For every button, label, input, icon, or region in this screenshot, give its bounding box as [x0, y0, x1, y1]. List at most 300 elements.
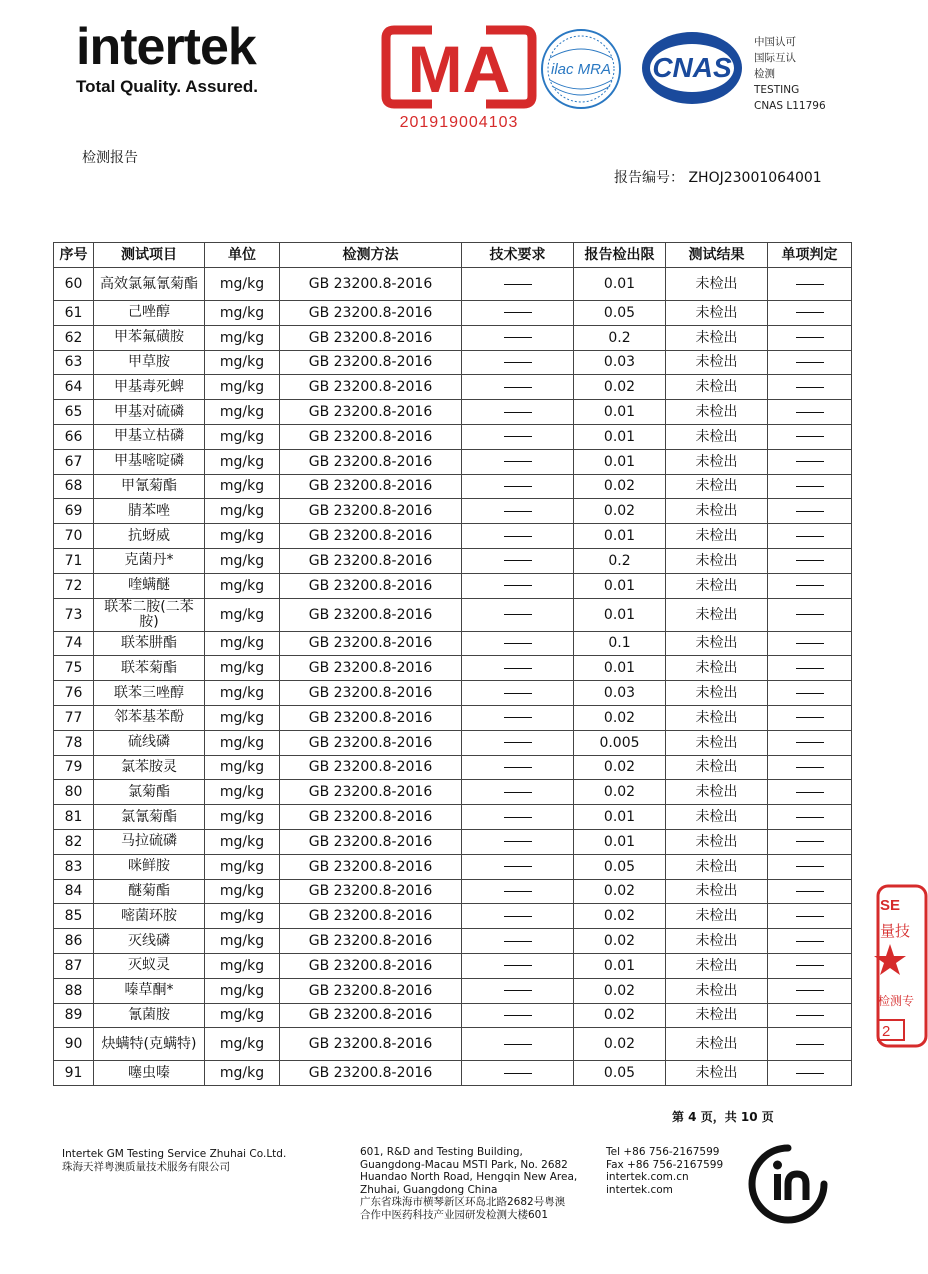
cell-requirement	[462, 1003, 574, 1028]
dash-mark	[796, 1015, 824, 1016]
cnas-logo	[640, 30, 744, 106]
cell-result: 未检出	[666, 780, 768, 805]
cell-result: 未检出	[666, 656, 768, 681]
cell-limit: 0.01	[574, 400, 666, 425]
dash-mark	[796, 941, 824, 942]
cell-method: GB 23200.8-2016	[280, 548, 462, 573]
cell-requirement	[462, 705, 574, 730]
cell-item: 邻苯基苯酚	[94, 705, 205, 730]
table-row	[54, 780, 852, 805]
cell-method: GB 23200.8-2016	[280, 681, 462, 706]
cell-unit: mg/kg	[205, 1061, 280, 1086]
cnas-text: CNAS	[652, 52, 732, 83]
dash-mark	[796, 866, 824, 867]
dash-mark	[504, 536, 532, 537]
cell-judgement	[768, 573, 852, 598]
cell-result: 未检出	[666, 978, 768, 1003]
cell-item: 喹螨醚	[94, 573, 205, 598]
cell-no: 83	[54, 854, 94, 879]
dash-mark	[504, 387, 532, 388]
cell-item: 联苯二胺(二苯胺)	[94, 598, 205, 631]
cell-item: 氯氰菊酯	[94, 805, 205, 830]
cell-requirement	[462, 780, 574, 805]
cell-requirement	[462, 1061, 574, 1086]
cell-result: 未检出	[666, 400, 768, 425]
svg-text:检测专: 检测专	[878, 994, 915, 1008]
cell-unit: mg/kg	[205, 325, 280, 350]
cell-no: 89	[54, 1003, 94, 1028]
table-row	[54, 424, 852, 449]
cell-result: 未检出	[666, 631, 768, 656]
report-number-value: ZHOJ23001064001	[688, 170, 822, 186]
cell-requirement	[462, 598, 574, 631]
cell-judgement	[768, 953, 852, 978]
cell-result: 未检出	[666, 325, 768, 350]
cell-unit: mg/kg	[205, 573, 280, 598]
cell-unit: mg/kg	[205, 449, 280, 474]
dash-mark	[504, 941, 532, 942]
cell-limit: 0.02	[574, 755, 666, 780]
cell-item: 联苯菊酯	[94, 656, 205, 681]
cell-no: 69	[54, 499, 94, 524]
cell-result: 未检出	[666, 573, 768, 598]
footer-address-line: 广东省珠海市横琴新区环岛北路2682号粤澳	[360, 1196, 566, 1208]
cell-limit: 0.02	[574, 1028, 666, 1061]
cell-method: GB 23200.8-2016	[280, 1028, 462, 1061]
cell-method: GB 23200.8-2016	[280, 424, 462, 449]
cell-method: GB 23200.8-2016	[280, 978, 462, 1003]
cell-result: 未检出	[666, 449, 768, 474]
dash-mark	[796, 792, 824, 793]
dash-mark	[504, 337, 532, 338]
cell-unit: mg/kg	[205, 598, 280, 631]
cell-no: 80	[54, 780, 94, 805]
table-header-row	[54, 243, 852, 268]
cell-judgement	[768, 929, 852, 954]
table-row	[54, 375, 852, 400]
cell-judgement	[768, 656, 852, 681]
cell-unit: mg/kg	[205, 755, 280, 780]
cma-number: 201919004103	[399, 114, 519, 131]
dash-mark	[504, 486, 532, 487]
cell-unit: mg/kg	[205, 829, 280, 854]
dash-mark	[504, 643, 532, 644]
footer-company-line: Intertek GM Testing Service Zhuhai Co.Ltd.	[62, 1148, 287, 1160]
cell-no: 65	[54, 400, 94, 425]
svg-text:SE: SE	[880, 897, 901, 914]
dash-mark	[796, 668, 824, 669]
cell-method: GB 23200.8-2016	[280, 325, 462, 350]
cnas-line: TESTING	[754, 84, 800, 96]
table-row	[54, 730, 852, 755]
table-row	[54, 631, 852, 656]
cell-unit: mg/kg	[205, 524, 280, 549]
cell-no: 61	[54, 301, 94, 326]
cell-requirement	[462, 524, 574, 549]
cell-judgement	[768, 1003, 852, 1028]
cnas-accreditation-text	[754, 34, 826, 114]
header-result: 测试结果	[666, 243, 768, 268]
cell-judgement	[768, 548, 852, 573]
cell-item: 甲基嘧啶磷	[94, 449, 205, 474]
cell-no: 84	[54, 879, 94, 904]
cell-unit: mg/kg	[205, 301, 280, 326]
cell-item: 硫线磷	[94, 730, 205, 755]
cell-requirement	[462, 755, 574, 780]
cell-item: 噻虫嗪	[94, 1061, 205, 1086]
cell-method: GB 23200.8-2016	[280, 953, 462, 978]
dash-mark	[796, 693, 824, 694]
cell-method: GB 23200.8-2016	[280, 400, 462, 425]
footer-address-line: Guangdong-Macau MSTI Park, No. 2682	[360, 1158, 568, 1171]
cell-limit: 0.1	[574, 631, 666, 656]
dash-mark	[504, 362, 532, 363]
cell-limit: 0.01	[574, 953, 666, 978]
footer-address-line: Zhuhai, Guangdong China	[360, 1183, 498, 1196]
table-row	[54, 755, 852, 780]
cell-no: 87	[54, 953, 94, 978]
cell-limit: 0.01	[574, 524, 666, 549]
dash-mark	[504, 284, 532, 285]
dash-mark	[504, 412, 532, 413]
cell-limit: 0.05	[574, 301, 666, 326]
cell-limit: 0.02	[574, 904, 666, 929]
cell-unit: mg/kg	[205, 929, 280, 954]
cell-limit: 0.01	[574, 573, 666, 598]
brand-wordmark: intertek	[76, 18, 256, 76]
cell-result: 未检出	[666, 854, 768, 879]
cell-requirement	[462, 904, 574, 929]
cell-requirement	[462, 805, 574, 830]
dash-mark	[504, 792, 532, 793]
cell-judgement	[768, 1028, 852, 1061]
cell-result: 未检出	[666, 1003, 768, 1028]
cell-result: 未检出	[666, 499, 768, 524]
cell-method: GB 23200.8-2016	[280, 805, 462, 830]
cell-no: 90	[54, 1028, 94, 1061]
footer-address-line: 601, R&D and Testing Building,	[360, 1146, 523, 1158]
cell-unit: mg/kg	[205, 474, 280, 499]
cell-no: 82	[54, 829, 94, 854]
dash-mark	[796, 585, 824, 586]
cell-limit: 0.01	[574, 656, 666, 681]
cell-item: 高效氯氟氰菊酯	[94, 268, 205, 301]
cell-item: 马拉硫磷	[94, 829, 205, 854]
cell-limit: 0.02	[574, 705, 666, 730]
cell-method: GB 23200.8-2016	[280, 755, 462, 780]
cell-requirement	[462, 375, 574, 400]
dash-mark	[504, 1073, 532, 1074]
cell-method: GB 23200.8-2016	[280, 350, 462, 375]
dash-mark	[796, 436, 824, 437]
cell-requirement	[462, 301, 574, 326]
header-no: 序号	[54, 243, 94, 268]
cell-judgement	[768, 499, 852, 524]
cell-judgement	[768, 325, 852, 350]
cell-requirement	[462, 978, 574, 1003]
cell-item: 甲基对硫磷	[94, 400, 205, 425]
document-title: 检测报告	[82, 150, 138, 166]
cma-logo	[384, 22, 534, 134]
cell-result: 未检出	[666, 375, 768, 400]
header-unit: 单位	[205, 243, 280, 268]
dash-mark	[504, 585, 532, 586]
cell-no: 70	[54, 524, 94, 549]
intertek-in-logo-icon	[748, 1144, 828, 1224]
cell-unit: mg/kg	[205, 953, 280, 978]
cell-unit: mg/kg	[205, 1003, 280, 1028]
cell-limit: 0.05	[574, 854, 666, 879]
dash-mark	[504, 742, 532, 743]
official-seal	[868, 880, 915, 1050]
cell-requirement	[462, 548, 574, 573]
cell-judgement	[768, 449, 852, 474]
footer-website-cn: intertek.com.cn	[606, 1171, 689, 1183]
intertek-logo	[76, 18, 316, 97]
cell-method: GB 23200.8-2016	[280, 449, 462, 474]
report-number	[614, 167, 822, 187]
cell-item: 抗蚜威	[94, 524, 205, 549]
cnas-line: 国际互认	[754, 52, 796, 64]
cell-result: 未检出	[666, 350, 768, 375]
cell-method: GB 23200.8-2016	[280, 730, 462, 755]
dash-mark	[796, 312, 824, 313]
cell-no: 64	[54, 375, 94, 400]
cell-requirement	[462, 631, 574, 656]
dash-mark	[796, 643, 824, 644]
table-row	[54, 854, 852, 879]
dash-mark	[796, 817, 824, 818]
cell-requirement	[462, 449, 574, 474]
dash-mark	[796, 387, 824, 388]
cell-limit: 0.2	[574, 548, 666, 573]
cell-method: GB 23200.8-2016	[280, 268, 462, 301]
cell-requirement	[462, 474, 574, 499]
dash-mark	[796, 560, 824, 561]
cell-result: 未检出	[666, 1061, 768, 1086]
cell-requirement	[462, 854, 574, 879]
cell-result: 未检出	[666, 548, 768, 573]
cell-no: 79	[54, 755, 94, 780]
cell-requirement	[462, 350, 574, 375]
table-row	[54, 499, 852, 524]
cell-item: 氰菌胺	[94, 1003, 205, 1028]
dash-mark	[796, 362, 824, 363]
cell-requirement	[462, 681, 574, 706]
cell-requirement	[462, 400, 574, 425]
footer-company	[62, 1148, 286, 1174]
cell-limit: 0.01	[574, 424, 666, 449]
cell-item: 联苯三唑醇	[94, 681, 205, 706]
cell-unit: mg/kg	[205, 375, 280, 400]
results-table	[53, 242, 852, 1086]
cell-method: GB 23200.8-2016	[280, 879, 462, 904]
table-row	[54, 548, 852, 573]
table-row	[54, 1028, 852, 1061]
dash-mark	[796, 1073, 824, 1074]
header-limit: 报告检出限	[574, 243, 666, 268]
cell-judgement	[768, 879, 852, 904]
dash-mark	[796, 486, 824, 487]
cell-judgement	[768, 268, 852, 301]
cell-no: 88	[54, 978, 94, 1003]
cell-result: 未检出	[666, 474, 768, 499]
cnas-line: 中国认可	[754, 36, 796, 48]
cell-limit: 0.005	[574, 730, 666, 755]
ilac-mra-logo	[540, 28, 622, 110]
cell-item: 甲基立枯磷	[94, 424, 205, 449]
table-row	[54, 474, 852, 499]
cell-no: 71	[54, 548, 94, 573]
dash-mark	[796, 337, 824, 338]
cell-judgement	[768, 1061, 852, 1086]
cell-judgement	[768, 780, 852, 805]
cell-no: 76	[54, 681, 94, 706]
table-row	[54, 879, 852, 904]
cell-item: 醚菊酯	[94, 879, 205, 904]
cell-item: 甲基毒死蜱	[94, 375, 205, 400]
cell-item: 甲草胺	[94, 350, 205, 375]
dash-mark	[504, 436, 532, 437]
cell-result: 未检出	[666, 805, 768, 830]
cell-item: 克菌丹*	[94, 548, 205, 573]
dash-mark	[504, 312, 532, 313]
cell-judgement	[768, 805, 852, 830]
cell-requirement	[462, 929, 574, 954]
table-row	[54, 705, 852, 730]
dash-mark	[796, 742, 824, 743]
cell-requirement	[462, 424, 574, 449]
cell-limit: 0.2	[574, 325, 666, 350]
table-row	[54, 805, 852, 830]
cell-limit: 0.02	[574, 879, 666, 904]
cell-judgement	[768, 598, 852, 631]
cell-item: 嘧菌环胺	[94, 904, 205, 929]
cell-requirement	[462, 829, 574, 854]
cell-limit: 0.02	[574, 375, 666, 400]
cell-item: 嗪草酮*	[94, 978, 205, 1003]
table-row	[54, 929, 852, 954]
dash-mark	[504, 990, 532, 991]
cell-judgement	[768, 978, 852, 1003]
dash-mark	[504, 461, 532, 462]
table-row	[54, 1003, 852, 1028]
dash-mark	[796, 965, 824, 966]
footer-address-line: Huandao North Road, Hengqin New Area,	[360, 1171, 578, 1183]
cell-method: GB 23200.8-2016	[280, 904, 462, 929]
cell-method: GB 23200.8-2016	[280, 780, 462, 805]
cell-method: GB 23200.8-2016	[280, 705, 462, 730]
cell-unit: mg/kg	[205, 631, 280, 656]
footer-website: intertek.com	[606, 1183, 673, 1196]
dash-mark	[504, 817, 532, 818]
dash-mark	[504, 668, 532, 669]
dash-mark	[504, 841, 532, 842]
footer-address	[360, 1146, 600, 1221]
report-number-label: 报告编号：	[614, 170, 684, 186]
dash-mark	[504, 1044, 532, 1045]
cell-requirement	[462, 573, 574, 598]
table-row	[54, 524, 852, 549]
cell-no: 74	[54, 631, 94, 656]
footer-tel: Tel +86 756-2167599	[606, 1146, 720, 1158]
footer-company-line: 珠海天祥粤澳质量技术服务有限公司	[62, 1161, 230, 1173]
cell-unit: mg/kg	[205, 904, 280, 929]
cnas-line: 检测	[754, 68, 775, 80]
svg-text:2: 2	[882, 1023, 891, 1040]
dash-mark	[504, 693, 532, 694]
dash-mark	[796, 916, 824, 917]
cell-unit: mg/kg	[205, 978, 280, 1003]
dash-mark	[504, 866, 532, 867]
cell-result: 未检出	[666, 879, 768, 904]
table-row	[54, 1061, 852, 1086]
cell-result: 未检出	[666, 953, 768, 978]
cell-requirement	[462, 879, 574, 904]
cell-unit: mg/kg	[205, 499, 280, 524]
cell-limit: 0.02	[574, 474, 666, 499]
cell-item: 联苯肼酯	[94, 631, 205, 656]
dash-mark	[796, 1044, 824, 1045]
cell-method: GB 23200.8-2016	[280, 474, 462, 499]
cell-judgement	[768, 730, 852, 755]
cell-result: 未检出	[666, 598, 768, 631]
footer-fax: Fax +86 756-2167599	[606, 1158, 724, 1171]
cell-judgement	[768, 474, 852, 499]
table-body	[54, 268, 852, 1086]
ilac-text: ilac MRA	[550, 61, 612, 78]
cell-no: 63	[54, 350, 94, 375]
cell-result: 未检出	[666, 929, 768, 954]
cell-result: 未检出	[666, 904, 768, 929]
cell-unit: mg/kg	[205, 548, 280, 573]
cell-item: 甲氰菊酯	[94, 474, 205, 499]
table-row	[54, 350, 852, 375]
cell-limit: 0.01	[574, 829, 666, 854]
cell-unit: mg/kg	[205, 268, 280, 301]
cell-limit: 0.01	[574, 449, 666, 474]
cell-no: 66	[54, 424, 94, 449]
cell-item: 灭线磷	[94, 929, 205, 954]
dash-mark	[504, 1015, 532, 1016]
cell-result: 未检出	[666, 301, 768, 326]
cell-method: GB 23200.8-2016	[280, 524, 462, 549]
cell-judgement	[768, 301, 852, 326]
dash-mark	[504, 511, 532, 512]
cell-result: 未检出	[666, 730, 768, 755]
dash-mark	[504, 767, 532, 768]
cell-judgement	[768, 524, 852, 549]
cell-method: GB 23200.8-2016	[280, 929, 462, 954]
table-row	[54, 400, 852, 425]
dash-mark	[796, 536, 824, 537]
cell-result: 未检出	[666, 1028, 768, 1061]
cell-unit: mg/kg	[205, 705, 280, 730]
cell-method: GB 23200.8-2016	[280, 656, 462, 681]
cell-unit: mg/kg	[205, 805, 280, 830]
cell-result: 未检出	[666, 829, 768, 854]
cell-limit: 0.03	[574, 350, 666, 375]
cell-limit: 0.01	[574, 268, 666, 301]
cell-requirement	[462, 325, 574, 350]
cell-unit: mg/kg	[205, 350, 280, 375]
dash-mark	[796, 461, 824, 462]
footer-address-line: 合作中医药科技产业园研发检测大楼601	[360, 1208, 549, 1221]
cell-requirement	[462, 953, 574, 978]
cell-judgement	[768, 424, 852, 449]
cell-limit: 0.02	[574, 929, 666, 954]
cell-method: GB 23200.8-2016	[280, 631, 462, 656]
